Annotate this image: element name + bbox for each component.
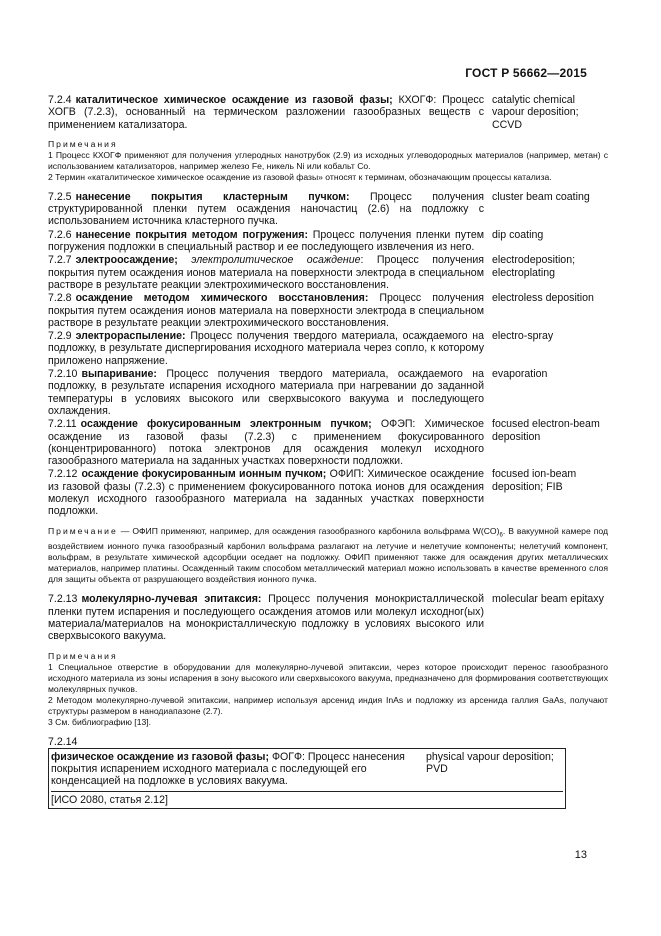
term-name: осаждение фокусированным электронным пучком; [80, 418, 372, 431]
term-name: каталитическое химическое осаждение из газовой фазы; [75, 94, 393, 106]
term-english: dip coating [492, 228, 544, 241]
page-number: 13 [574, 849, 587, 861]
document-header: ГОСТ Р 56662—2015 [465, 66, 587, 80]
term-definition: Процесс получения структурированной пленки путем осаждения наночастиц (2.6) на подложку с использованием источника кластерного пучка. [48, 190, 484, 228]
note-1: 1 Процесс КХОГФ применяют для получения углеродных нанотрубок (2.9) из исходных углеводородных материалов (например, метан) с использованием катализаторов, например железо Fe, никель Ni или кобальт Co. [48, 149, 608, 171]
term-number: 7.2.4 [48, 94, 72, 106]
term-number: 7.2.6 [48, 228, 72, 241]
term-7-2-9 [48, 330, 608, 367]
term-name: нанесение покрытия кластерным пучком: [75, 190, 350, 203]
term-definition: КХОГФ: Процесс ХОГВ (7.2.3), основанный на термическом разложении газообразных веществ с применением катализатора. [48, 94, 485, 131]
term-synonym: электролитическое осаждение [191, 254, 361, 267]
term-english: focused electron-beam deposition [492, 418, 600, 443]
note-3: 3 См. библиографию [13]. [48, 716, 152, 727]
term-name: нанесение покрытия методом погружения: [75, 228, 308, 241]
term-english: electroless deposition [492, 292, 594, 305]
term-number: 7.2.10 [48, 368, 78, 381]
term-definition: Процесс получения покрытия путем осаждения ионов материала на поверхности электрода в специальном растворе в результате реакции электрохимического восстановления. [48, 292, 485, 329]
term-reference: [ИСО 2080, статья 2.12] [51, 791, 563, 806]
term-definition: ОФЭП: Химическое осаждение из газовой фазы (7.2.3) с применением фокусированного (концентрированного) потока электронов для осаждения молекул исходного газообразного материала на заданных участках поверхности подложки. [48, 418, 484, 468]
note-heading: Примечание [48, 525, 118, 536]
term-name: осаждение методом химического восстановления: [75, 292, 369, 305]
term-7-2-12 [48, 468, 608, 517]
term-7-2-4 [48, 94, 608, 131]
term-number: 7.2.9 [48, 330, 72, 343]
term-7-2-14-box [48, 748, 566, 809]
note-subscript: 6 [499, 532, 503, 539]
note-text-continued: . В вакуумной камере под воздействием ионного пучка газообразный карбонил вольфрама разлагают на летучие и нелетучие компоненты; нелетучий компонент, вольфрам, в результате химической адсорбции оседает на подложку. ОФИП применяют также для осаждения других металлических материалов, например платины. Осажденный таким способом металлический материал можно использовать в качестве временного слоя для защиты объекта от разрушающего воздействия ионного пучка. [48, 525, 608, 585]
term-definition: Процесс получения твердого материала, осаждаемого на подложку, в результате испарения исходного материала при нагревании до заданной температуры в условиях высокого или сверхвысокого вакуума и последующего охлаждения. [48, 368, 484, 417]
term-7-2-11 [48, 418, 608, 467]
term-english: electro-spray [492, 330, 554, 343]
note-2: 2 Методом молекулярно-лучевой эпитаксии, например используя арсенид индия InAs и подложку из арсенида галлия GaAs, получают структуры размером в нанодиапазоне (2.7). [48, 694, 608, 716]
term-number: 7.2.5 [48, 190, 72, 203]
notes-7-2-4 [48, 139, 608, 183]
term-number: 7.2.8 [48, 292, 72, 305]
note-2: 2 Термин «каталитическое химическое осаждение из газовой фазы» относят к терминам, обозначающим процессы катализа. [48, 171, 552, 182]
term-7-2-5 [48, 191, 608, 228]
term-7-2-13 [48, 593, 608, 642]
term-name: электрораспыление: [75, 330, 186, 343]
term-number-7-2-14: 7.2.14 [48, 735, 78, 748]
term-definition: Процесс получения твердого материала, осаждаемого на подложку, в результате диспергирования исходного материала через сопло, к которому приложено напряжение. [48, 330, 484, 367]
term-name: электроосаждение; [75, 254, 178, 267]
note-7-2-12 [48, 526, 608, 586]
term-english: focused ion-beam deposition; FIB [492, 468, 577, 493]
notes-heading: Примечания [48, 650, 118, 661]
term-number: 7.2.13 [48, 593, 78, 606]
term-definition: : Процесс получения покрытия путем осаждения ионов материала на поверхности электрода в специальном растворе в результате реакции электрохимического восстановления. [48, 254, 484, 291]
term-number: 7.2.12 [48, 468, 78, 481]
term-number: 7.2.7 [48, 254, 72, 267]
term-english: evaporation [492, 368, 548, 381]
term-number: 7.2.11 [48, 418, 77, 431]
document-body [48, 94, 608, 809]
note-text: — ОФИП применяют, например, для осаждения газообразного карбонила вольфрама W(CO) [117, 525, 500, 536]
term-7-2-10 [48, 368, 608, 417]
term-name: осаждение фокусированным ионным пучком; [81, 468, 327, 481]
term-7-2-8 [48, 292, 608, 329]
term-definition: ФОГФ: Процесс нанесения покрытия испарением исходного материала с последующей его конденсацией на подложке в условиях вакуума. [51, 750, 405, 788]
term-definition: Процесс получения монокристаллической пленки путем испарения и последующего осаждения атомов или молекул исходног(ых) материала/материалов на монокристаллическую подложку в условиях высокого или сверхвысокого вакуума. [48, 593, 484, 643]
term-english: electrodeposition; electroplating [492, 254, 576, 279]
term-definition: ОФИП: Химическое осаждение из газовой фазы (7.2.3) с применением фокусированного потока ионов для осаждения молекул исходного газообразного материала на заданных участках поверхности подложки. [48, 468, 484, 518]
term-definition: Процесс получения пленки путем погружения подложки в специальный раствор и ее последующего извлечения из него. [48, 228, 484, 254]
term-name: физическое осаждение из газовой фазы; [51, 750, 269, 763]
term-english: molecular beam epitaxy [492, 593, 604, 606]
term-name: выпаривание: [81, 368, 157, 381]
term-english: catalytic chemical vapour deposition; CCVD [492, 94, 579, 131]
term-7-2-6 [48, 229, 608, 254]
notes-7-2-13 [48, 651, 608, 728]
term-name: молекулярно-лучевая эпитаксия: [81, 593, 262, 606]
term-english: physical vapour deposition; PVD [426, 750, 554, 776]
term-7-2-7 [48, 254, 608, 291]
note-1: 1 Специальное отверстие в оборудовании для молекулярно-лучевой эпитаксии, через которое происходит перенос газообразного исходного материала из зоны испарения в зону высокого или сверхвысокого вакуума, предназначено для формирования соответствующих молекулярных пучков. [48, 661, 608, 694]
term-english: cluster beam coating [492, 190, 590, 203]
notes-heading: Примечания [48, 138, 118, 149]
